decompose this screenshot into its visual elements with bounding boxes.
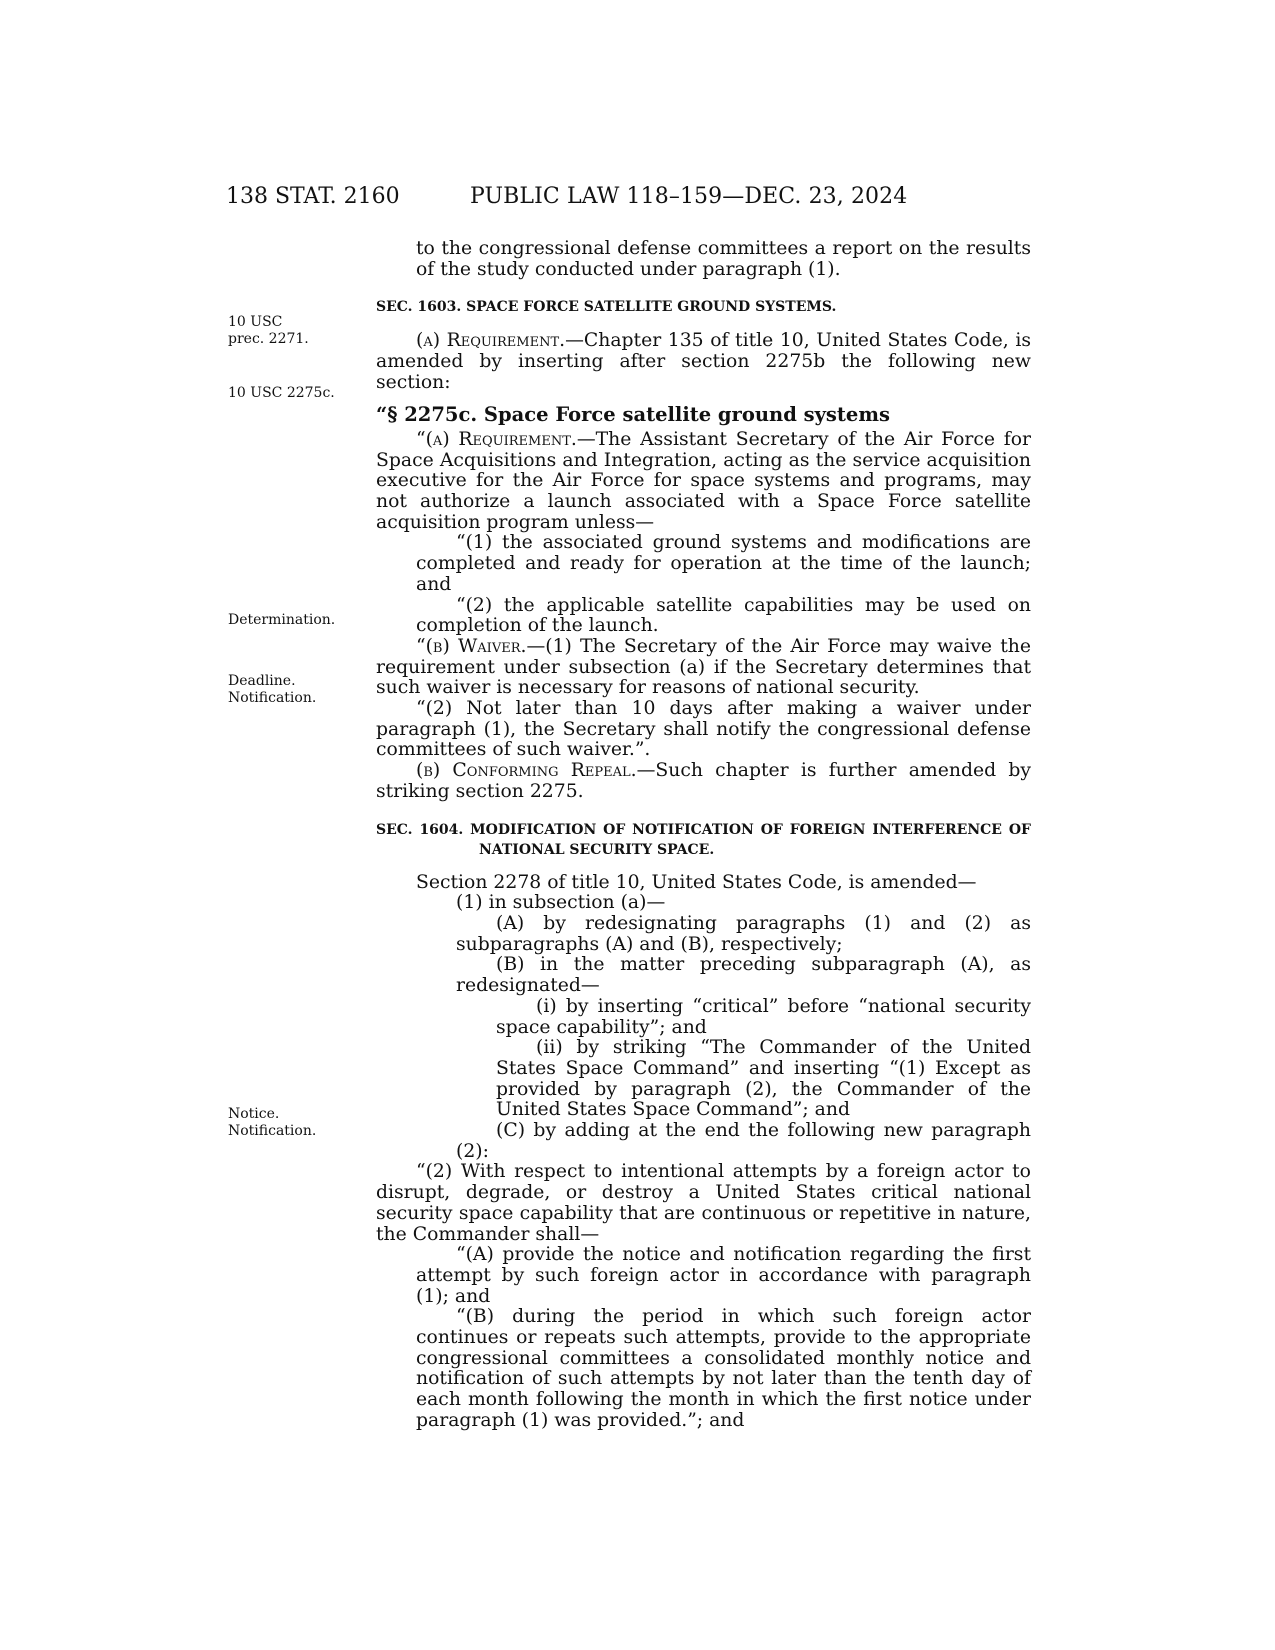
margin-note-line: prec. 2271. — [228, 331, 309, 347]
paragraph-1604-1-A: (A) by redesignating paragraphs (1) and (2) as subparagraphs (A) and (B), respectively; — [456, 912, 1031, 955]
paragraph-2275c-a-2: “(2) the applicable satellite capabilities may be used on completion of the launch. — [416, 594, 1031, 637]
paragraph-new-2: “(2) With respect to intentional attempts by a foreign actor to disrupt, degrade, or destroy a United States critical national security space capability that are continuous or repetitive in nature, the Commander shall— — [376, 1161, 1031, 1245]
statute-page-number: 138 STAT. 2160 — [226, 184, 400, 209]
paragraph-text: .—(1) The Secretary of the Air Force may waive the requirement under subsection (a) if the Secretary determines that such waiver is necessary for reasons of national security. — [376, 635, 1031, 699]
margin-note-deadline — [228, 673, 316, 707]
paragraph-1604-intro: Section 2278 of title 10, United States Code, is amended— — [416, 871, 977, 893]
paragraph-1604-1-B-ii: (ii) by striking “The Commander of the United States Space Command” and inserting “(1) Except as provided by paragraph (2), the Commander of the United States Space Command”; and — [496, 1037, 1031, 1121]
paragraph-text: .—Chapter 135 of title 10, United States Code, is amended by inserting after section 2275b the following new section: — [376, 330, 1031, 393]
paragraph-text: .—The Assistant Secretary of the Air Force for Space Acquisitions and Integration, acting as the service acquisition executive for the Air Force for space systems and programs, may not authorize a launch associated with a Space Force satellite acquisition program unless— — [376, 428, 1031, 533]
margin-note-notice — [228, 1106, 316, 1140]
paragraph-1604-1-B: (B) in the matter preceding subparagraph (A), as redesignated— — [456, 954, 1031, 997]
paragraph-1603-b — [376, 761, 1031, 802]
margin-note-line: Notification. — [228, 690, 317, 706]
margin-note-line: Notification. — [228, 1123, 317, 1139]
paragraph-new-2-A: “(A) provide the notice and notification regarding the first attempt by such foreign actor in accordance with paragraph (1); and — [416, 1244, 1031, 1307]
paragraph-2275c-a — [376, 430, 1031, 534]
paragraph-2275c-b — [376, 637, 1031, 699]
margin-note-line: Deadline. — [228, 673, 296, 689]
paragraph-1604-1-B-i: (i) by inserting “critical” before “national security space capability”; and — [496, 995, 1031, 1038]
paragraph-label: “(a) Requirement — [416, 428, 571, 450]
paragraph-1604-1: (1) in subsection (a)— — [456, 892, 666, 914]
margin-note-determination: Determination. — [228, 612, 336, 628]
paragraph-text: .—Such chapter is further amended by striking section 2275. — [376, 760, 1031, 802]
main-text — [376, 239, 1031, 1432]
paragraph-label: “(b) Waiver — [416, 635, 521, 657]
paragraph-intro: to the congressional defense committees a report on the results of the study conducted under paragraph (1). — [416, 238, 1031, 280]
section-1603-heading: SEC. 1603. SPACE FORCE SATELLITE GROUND SYSTEMS. — [376, 299, 837, 316]
margin-note-line: 10 USC — [228, 314, 283, 330]
public-law-header: PUBLIC LAW 118–159—DEC. 23, 2024 — [470, 184, 908, 209]
margin-note-line: Notice. — [228, 1106, 280, 1122]
paragraph-label: (a) Requirement — [416, 330, 560, 352]
section-1604-heading: SEC. 1604. MODIFICATION OF NOTIFICATION OF FOREIGN INTERFERENCE OF NATIONAL SECURITY SPACE. — [376, 821, 1031, 858]
paragraph-label: (b) Conforming Repeal — [416, 760, 631, 782]
paragraph-2275c-b-2: “(2) Not later than 10 days after making a waiver under paragraph (1), the Secretary shall notify the congressional defense committees of such waiver.”. — [376, 698, 1031, 761]
section-2275c-heading: “§ 2275c. Space Force satellite ground systems — [376, 403, 890, 427]
margin-note-usc-2275c: 10 USC 2275c. — [228, 385, 335, 401]
paragraph-2275c-a-1: “(1) the associated ground systems and modifications are completed and ready for operation at the time of the launch; and — [416, 532, 1031, 595]
paragraph-1603-a — [376, 331, 1031, 393]
paragraph-new-2-B: “(B) during the period in which such foreign actor continues or repeats such attempts, provide to the appropriate congressional committees a consolidated monthly notice and notification of such attempts by not later than the tenth day of each month following the month in which the first notice under paragraph (1) was provided.”; and — [416, 1306, 1031, 1431]
margin-note-usc-prec — [228, 314, 309, 348]
paragraph-1604-1-C: (C) by adding at the end the following new paragraph (2): — [456, 1120, 1031, 1162]
